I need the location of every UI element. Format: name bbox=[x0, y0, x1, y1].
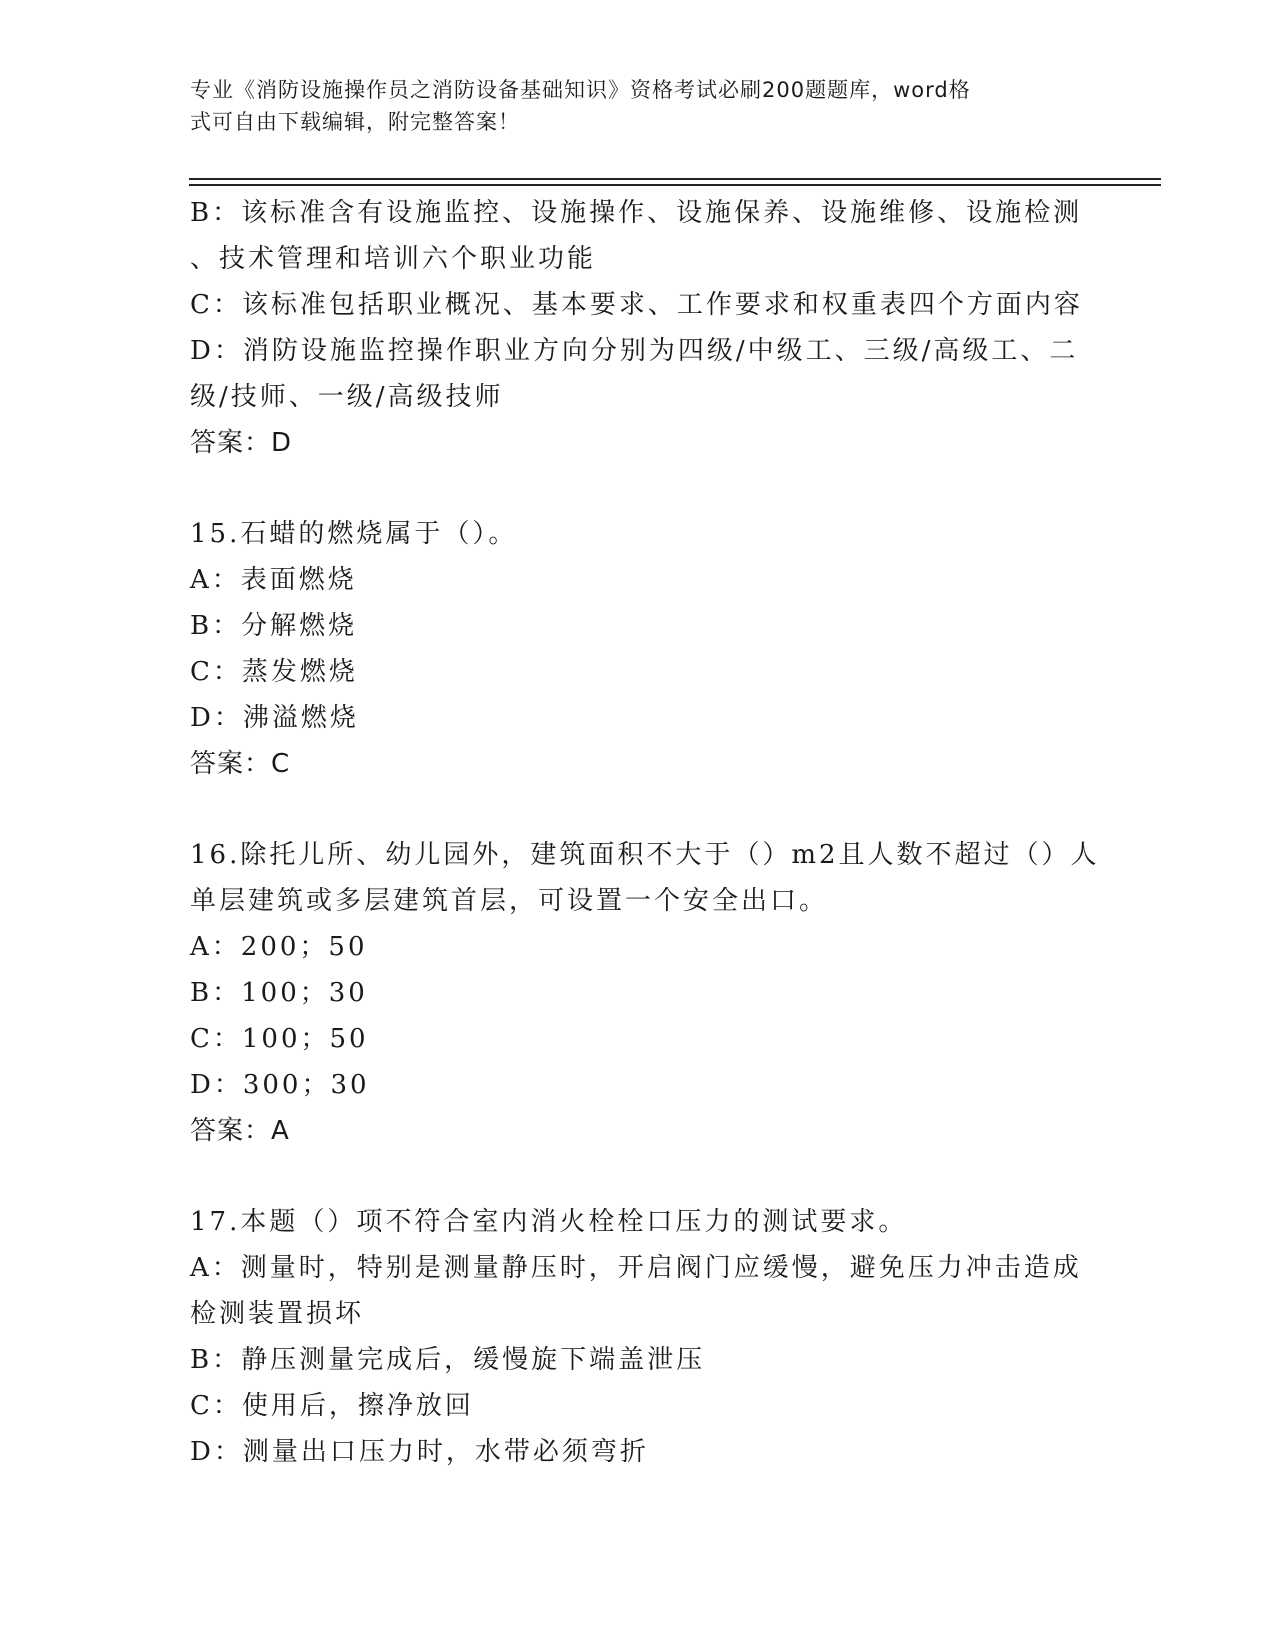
answer: 答案：A bbox=[190, 1116, 290, 1146]
question-stem-line-1: 16.除托儿所、幼儿园外，建筑面积不大于（）m2且人数不超过（）人 bbox=[190, 840, 1100, 870]
option-a: A：200；50 bbox=[190, 932, 368, 962]
option-c: C：100；50 bbox=[190, 1024, 369, 1054]
option-a-line-1: A：测量时，特别是测量静压时，开启阀门应缓慢，避免压力冲击造成 bbox=[190, 1253, 1082, 1283]
option-d-line-1: D：消防设施监控操作职业方向分别为四级/中级工、三级/高级工、二 bbox=[190, 336, 1079, 366]
option-c: C：蒸发燃烧 bbox=[190, 657, 358, 687]
option-d: D：测量出口压力时，水带必须弯折 bbox=[190, 1437, 649, 1467]
answer: 答案：D bbox=[190, 428, 293, 458]
option-b-line-1: B：该标准含有设施监控、设施操作、设施保养、设施维修、设施检测 bbox=[190, 198, 1083, 228]
header-line-1: 专业《消防设施操作员之消防设备基础知识》资格考试必刷200题题库，word格 bbox=[190, 78, 971, 102]
option-b: B：分解燃烧 bbox=[190, 611, 358, 641]
option-a-line-2: 检测装置损坏 bbox=[190, 1299, 365, 1329]
option-d: D：沸溢燃烧 bbox=[190, 703, 359, 733]
option-c: C：使用后，擦净放回 bbox=[190, 1391, 474, 1421]
option-d: D：300；30 bbox=[190, 1070, 370, 1100]
question-14-continued bbox=[190, 190, 1090, 466]
option-b-line-2: 、技术管理和培训六个职业功能 bbox=[190, 244, 597, 274]
document-header bbox=[190, 74, 1090, 138]
option-b: B：100；30 bbox=[190, 978, 368, 1008]
answer: 答案：C bbox=[190, 749, 291, 779]
question-15 bbox=[190, 511, 1090, 787]
option-d-line-2: 级/技师、一级/高级技师 bbox=[190, 382, 504, 412]
option-c: C：该标准包括职业概况、基本要求、工作要求和权重表四个方面内容 bbox=[190, 290, 1083, 320]
spacer bbox=[190, 787, 1090, 832]
question-stem: 15.石蜡的燃烧属于（）。 bbox=[190, 519, 518, 549]
header-divider-top bbox=[189, 178, 1161, 180]
spacer bbox=[190, 466, 1090, 511]
question-17 bbox=[190, 1199, 1090, 1475]
question-16 bbox=[190, 832, 1100, 1154]
header-divider-bottom bbox=[189, 184, 1161, 186]
question-content bbox=[190, 190, 1100, 1475]
spacer bbox=[190, 1154, 1090, 1199]
option-a: A：表面燃烧 bbox=[190, 565, 357, 595]
header-line-2: 式可自由下载编辑，附完整答案！ bbox=[190, 110, 520, 134]
question-stem-line-2: 单层建筑或多层建筑首层，可设置一个安全出口。 bbox=[190, 886, 829, 916]
option-b: B：静压测量完成后，缓慢旋下端盖泄压 bbox=[190, 1345, 706, 1375]
question-stem: 17.本题（）项不符合室内消火栓栓口压力的测试要求。 bbox=[190, 1207, 908, 1237]
